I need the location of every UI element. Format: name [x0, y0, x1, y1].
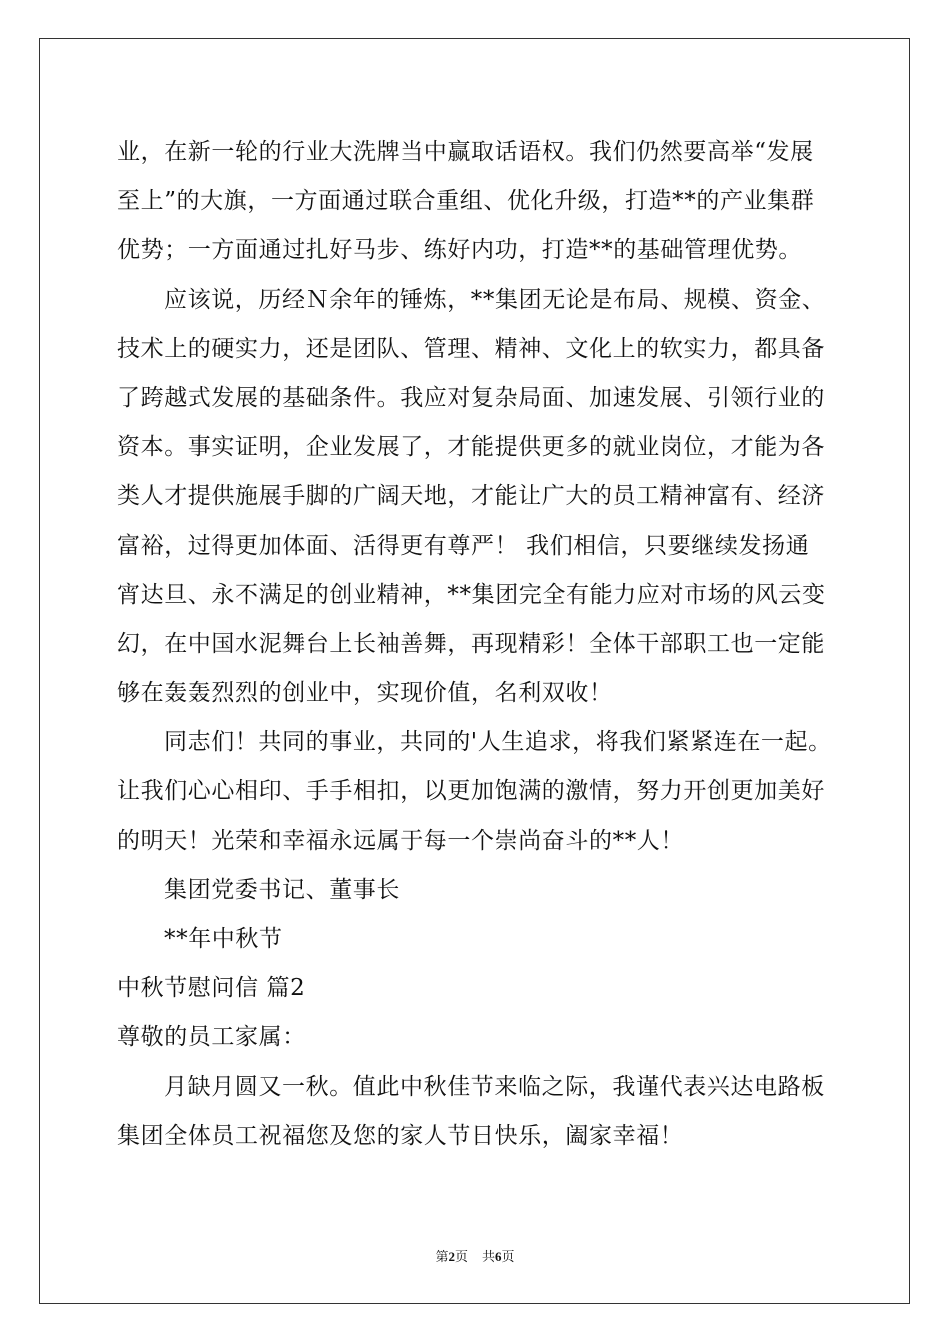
page-number-current: 2: [448, 1249, 455, 1264]
paragraph-line: 类人才提供施展手脚的广阔天地，才能让广大的员工精神富有、经济: [117, 483, 825, 510]
page-number-total: 6: [495, 1249, 502, 1264]
page-total-prefix: 共: [482, 1249, 496, 1264]
paragraph-line: 集团全体员工祝福您及您的家人节日快乐，阖家幸福！: [117, 1122, 684, 1149]
paragraph-line: 资本。事实证明，企业发展了，才能提供更多的就业岗位，才能为各: [117, 434, 825, 461]
paragraph-line: 的明天！光荣和幸福永远属于每一个崇尚奋斗的**人！: [117, 827, 684, 854]
paragraph-line: 月缺月圆又一秋。值此中秋佳节来临之际，我谨代表兴达电路板: [164, 1073, 825, 1100]
paragraph-line: 幻，在中国水泥舞台上长袖善舞，再现精彩！全体干部职工也一定能: [117, 630, 825, 657]
paragraph-line: 应该说，历经Ｎ余年的锤炼，**集团无论是布局、规模、资金、: [164, 286, 826, 313]
signature-date: **年中秋节: [164, 926, 283, 952]
paragraph-line: 技术上的硬实力，还是团队、管理、精神、文化上的软实力，都具备: [117, 335, 825, 362]
document-body: [117, 128, 837, 1161]
paragraph-line: 优势；一方面通过扎好马步、练好内功，打造**的基础管理优势。: [117, 237, 802, 264]
page-number-prefix: 第: [435, 1249, 449, 1264]
paragraph-line: 了跨越式发展的基础条件。我应对复杂局面、加速发展、引领行业的: [117, 384, 825, 411]
paragraph-line: 业，在新一轮的行业大洗牌当中赢取话语权。我们仍然要高举“发展: [117, 139, 814, 165]
paragraph-line: 至上”的大旗，一方面通过联合重组、优化升级，打造**的产业集群: [117, 188, 815, 215]
page-footer: [0, 1246, 950, 1265]
signature-title: 集团党委书记、董事长: [164, 876, 400, 903]
section-heading: 中秋节慰问信 篇2: [117, 975, 306, 1002]
paragraph-line: 让我们心心相印、手手相扣，以更加饱满的激情，努力开创更加美好: [117, 778, 825, 805]
paragraph-line: 宵达旦、永不满足的创业精神，**集团完全有能力应对市场的风云变: [117, 581, 826, 608]
paragraph-line: 够在轰轰烈烈的创业中，实现价值，名利双收！: [117, 680, 613, 707]
paragraph-line: 同志们！共同的事业，共同的'人生追求，将我们紧紧连在一起。: [164, 729, 832, 756]
letter-salutation: 尊敬的员工家属：: [117, 1024, 306, 1051]
page-number-suffix: 页: [454, 1249, 468, 1264]
page-total-suffix: 页: [501, 1249, 515, 1264]
paragraph-line: 富裕，过得更加体面、活得更有尊严！ 我们相信，只要继续发扬通: [117, 532, 810, 559]
